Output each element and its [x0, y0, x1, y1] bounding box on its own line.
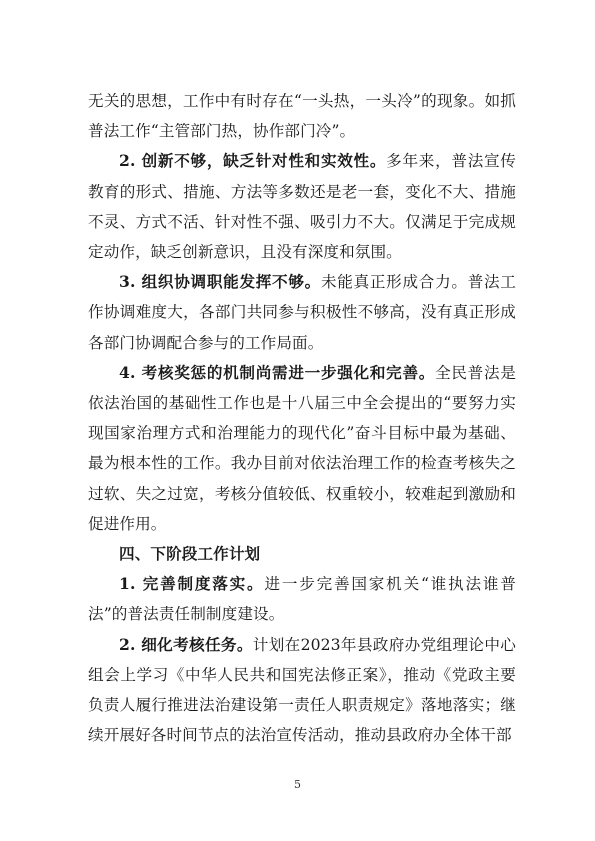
paragraph-text: 未能真正形成合力。普法工作协调难度大，各部门共同参与积极性不够高，没有真正形成各部门协调配合参与的工作局面。 [88, 273, 517, 352]
paragraph-problem-2 [88, 146, 516, 267]
paragraph-lead: 2. 细化考核任务。 [119, 634, 253, 654]
paragraph-plan-1 [88, 569, 516, 629]
paragraph-problem-3 [88, 267, 516, 358]
page-number: 5 [294, 778, 301, 791]
paragraph-text: 无关的思想，工作中有时存在“一头热，一头冷”的现象。如抓普法工作“主管部门热，协作部门冷”。 [88, 92, 516, 141]
paragraph-text: 多年来，普法宣传教育的形式、措施、方法等多数还是老一套，变化不大、措施不灵、方式不活、针对性不强、吸引力不大。仅满足于完成规定动作，缺乏创新意识，且没有深度和氛围。 [88, 152, 516, 262]
section-heading-text: 四、下阶段工作计划 [119, 545, 261, 564]
paragraph-lead: 3. 组织协调职能发挥不够。 [119, 272, 321, 292]
paragraph-problem-4 [88, 358, 516, 539]
paragraph-text: 进一步完善国家机关“谁执法谁普法”的普法责任制制度建设。 [88, 575, 516, 624]
paragraph-lead: 4. 考核奖惩的机制尚需进一步强化和完善。 [119, 362, 436, 382]
body-text [88, 86, 516, 750]
paragraph-text: 全民普法是依法治国的基础性工作也是十八届三中全会提出的“要努力实现国家治理方式和治理能力的现代化”奋斗目标中最为基础、最为根本性的工作。我办目前对依法治理工作的检查考核失之过软、失之过宽，考核分值较低、权重较小，较难起到激励和促进作用。 [88, 363, 516, 533]
paragraph-continuation [88, 86, 516, 146]
paragraph-lead: 2. 创新不够，缺乏针对性和实效性。 [119, 151, 387, 171]
paragraph-plan-2 [88, 630, 516, 751]
paragraph-text: 计划在2023年县政府办党组理论中心组会上学习《中华人民共和国宪法修正案》，推动《党政主要负责人履行推进法治建设第一责任人职责规定》落地落实；继续开展好各时间节点的法治宣传活动，推动县政府办全体干部 [88, 635, 516, 745]
paragraph-lead: 1. 完善制度落实。 [119, 574, 265, 594]
section-heading [88, 539, 516, 569]
